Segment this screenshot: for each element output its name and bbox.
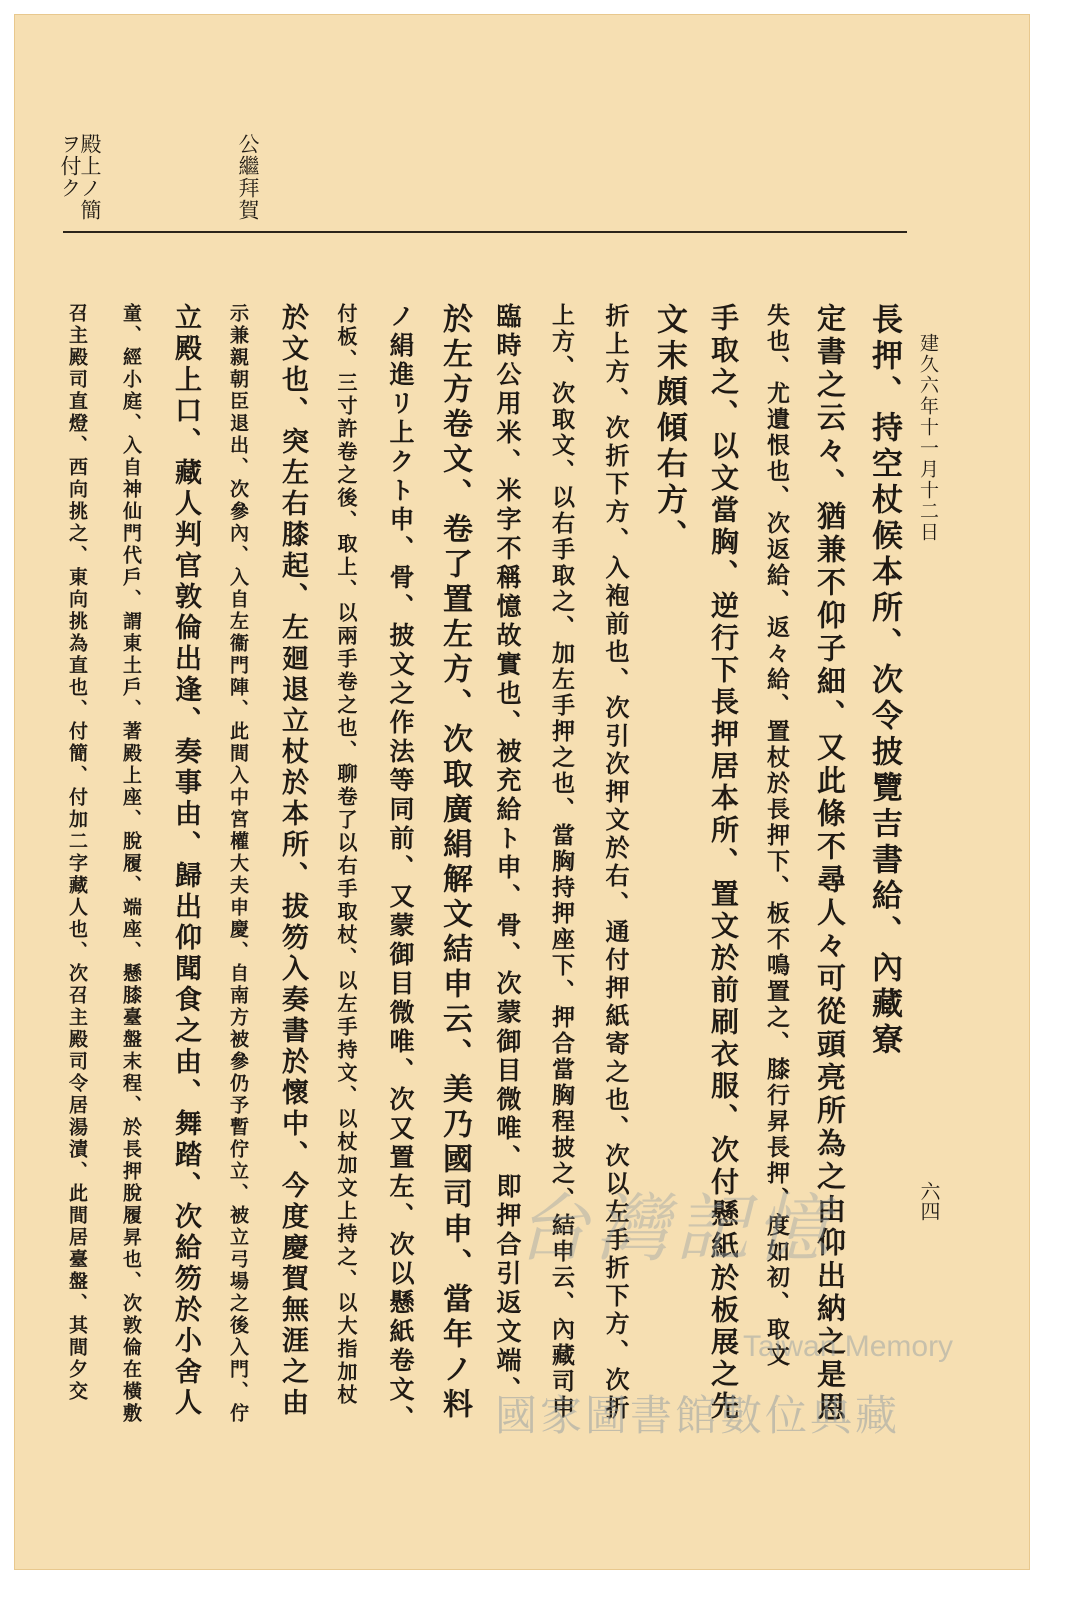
text-column: 文末頗傾右方、: [651, 303, 687, 555]
text-column: 於左方卷文、卷了置左方、次取廣絹解文結申云、美乃國司申、當年ノ料: [437, 303, 472, 1423]
watermark-logo-script: 台灣記憶: [515, 1186, 835, 1272]
text-column: 臨時公用米、米字不稱憶故實也、被充給ト申、骨、次蒙御目微唯、即押合引返文端、: [493, 303, 522, 1405]
header-rule: [63, 231, 907, 233]
text-column: 示兼親朝臣退出、次參內、入自左衞門陣、此間入中宮權大夫申慶、自南方被參仍予暫佇立、被立弓場之後入門、佇: [227, 303, 249, 1425]
text-column: 定書之云々、猶兼不仰子細、又此條不尋人々可從頭亮所為之由仰出納之是恩: [813, 303, 847, 1425]
text-column: ノ絹進リ上クト申、骨、披文之作法等同前、又蒙御目微唯、次又置左、次以懸紙卷文、: [386, 303, 415, 1434]
margin-note-dianshang: 殿上ノ簡: [78, 133, 102, 221]
text-column: 上方、次取文、以右手取之、加左手押之也、當胸持押座下、押合當胸程披之、結申云、內藏司申: [548, 303, 575, 1421]
page-number: 六四: [917, 1181, 941, 1221]
text-column: 立殿上口、藏人判官敦倫出逢、奏事由、歸出仰聞食之由、舞踏、次給笏於小舍人: [170, 303, 201, 1419]
text-column: 長押、持空杖候本所、次令披覽吉書給、內藏寮: [866, 303, 902, 1059]
text-column: 付板、三寸許卷之後、取上、以兩手卷之也、聊卷了以右手取杖、以左手持文、以杖加文上持之、以大指加杖: [334, 303, 358, 1407]
document-page: [14, 14, 1030, 1570]
text-column: 失也、尤遺恨也、次返給、返々給、置杖於長押下、板不鳴置之、膝行昇長押、度如初、取文: [763, 303, 790, 1369]
text-column: 童、經小庭、入自神仙門代戶、謂東土戶、著殿上座、脫履、端座、懸膝臺盤末程、於長押脫履昇也、次敦倫在橫敷: [120, 303, 142, 1425]
watermark-collection: 國家圖書館數位典藏: [495, 1391, 901, 1440]
header-date: 建久六年十一月十二日: [917, 333, 939, 543]
text-column: 召主殿司直燈、西向挑之、東向挑為直也、付簡、付加二字藏人也、次召主殿司令居湯漬、此間居臺盤、其間夕交: [66, 303, 88, 1403]
margin-note-fuku: ヲ付ク: [58, 133, 82, 199]
text-column: 於文也、突左右膝起、左廻退立杖於本所、拔笏入奏書於懷中、今度慶賀無涯之由: [277, 303, 308, 1419]
text-column: 折上方、次折下方、入袍前也、次引次押文於右、通付押紙寄之也、次以左手折下方、次折: [601, 303, 630, 1423]
text-column: 手取之、以文當胸、逆行下長押居本所、置文於前刷衣服、次付懸紙於板展之先: [707, 303, 740, 1423]
watermark-english: Taiwan Memory: [743, 1330, 954, 1363]
margin-note-kinntsugu: 公繼拜賀: [236, 133, 260, 221]
